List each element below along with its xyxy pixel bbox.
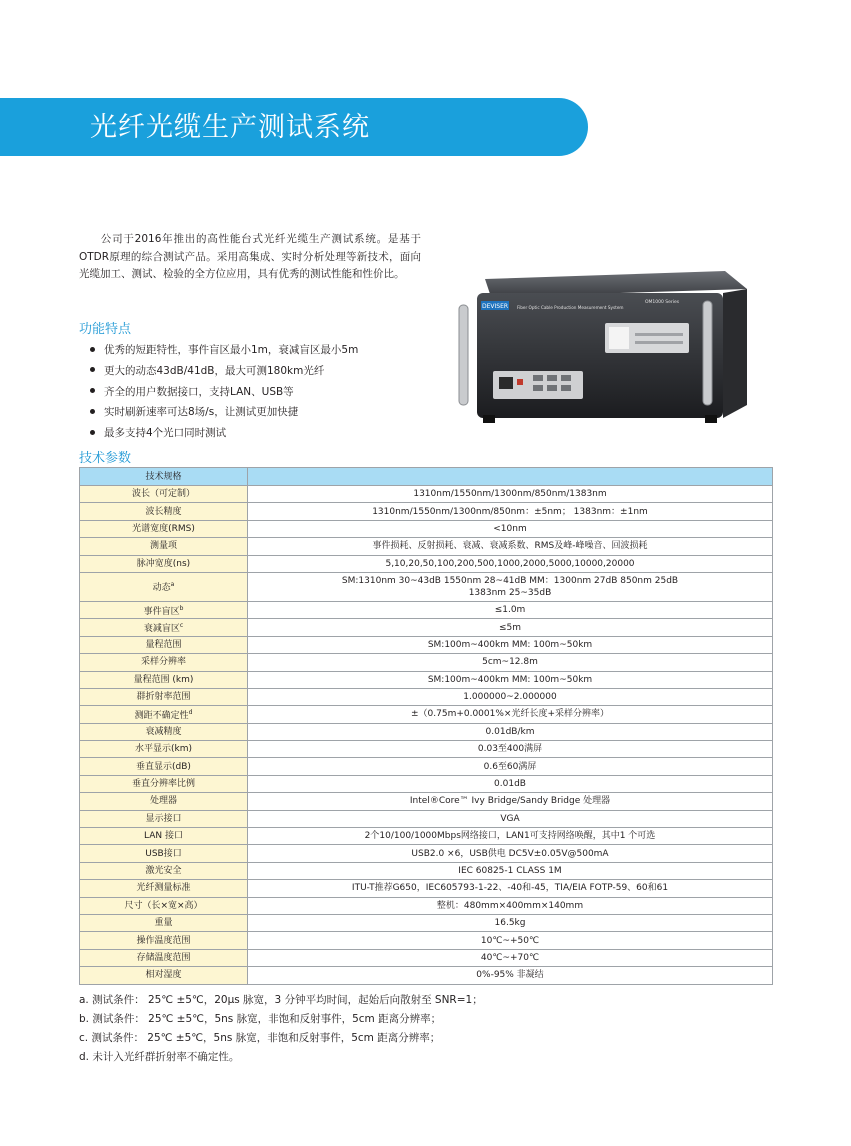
intro-text: 公司于2016年推出的高性能台式光纤光缆生产测试系统。是基于OTDR原理的综合测试产品。采用高集成、实时分析处理等新技术，面向光缆加工、测试、检验的全方位应用，具有优秀的测试性能和性价比。 bbox=[79, 233, 421, 280]
spec-value-cell: 1310nm/1550nm/1300nm/850nm/1383nm bbox=[248, 486, 773, 503]
spec-value-cell: 1.000000~2.000000 bbox=[248, 688, 773, 705]
table-row bbox=[80, 967, 773, 984]
spec-key-cell: 重量 bbox=[80, 914, 248, 931]
spec-key-cell: 衰减精度 bbox=[80, 723, 248, 740]
table-row bbox=[80, 636, 773, 653]
model-label: OM1000 Series bbox=[645, 300, 680, 305]
bullet-icon bbox=[90, 388, 95, 393]
table-row bbox=[80, 828, 773, 845]
spec-value-cell: 40℃~+70℃ bbox=[248, 949, 773, 966]
spec-value-cell: ≤1.0m bbox=[248, 601, 773, 618]
spec-key-cell: 采样分辨率 bbox=[80, 654, 248, 671]
spec-key-cell: 测量项 bbox=[80, 538, 248, 555]
spec-key-cell: 相对湿度 bbox=[80, 967, 248, 984]
table-row bbox=[80, 741, 773, 758]
spec-key-cell: 测距不确定性$^d$ bbox=[80, 706, 248, 723]
table-row bbox=[80, 706, 773, 723]
spec-key-cell: 光纤测量标准 bbox=[80, 880, 248, 897]
spec-value-cell: ±（0.75m+0.0001%×光纤长度+采样分辨率） bbox=[248, 706, 773, 723]
spec-value-cell: 2个10/100/1000Mbps网络接口，LAN1可支持网络唤醒，其中1 个可选 bbox=[248, 828, 773, 845]
spec-key-cell: 量程范围 bbox=[80, 636, 248, 653]
features-list bbox=[90, 340, 358, 444]
table-row bbox=[80, 654, 773, 671]
footnote-marker: a bbox=[170, 581, 175, 589]
spec-key-cell: USB接口 bbox=[80, 845, 248, 862]
table-row bbox=[80, 723, 773, 740]
table-row bbox=[80, 520, 773, 537]
footnote: a. 测试条件： 25℃ ±5℃，20μs 脉宽，3 分钟平均时间，起始后向散射至 SNR=1； bbox=[79, 994, 483, 1006]
footnote-marker: d bbox=[188, 708, 193, 716]
spec-key-cell: 事件盲区$^b$ bbox=[80, 601, 248, 618]
table-row bbox=[80, 486, 773, 503]
table-row bbox=[80, 914, 773, 931]
spec-key-cell: 激光安全 bbox=[80, 862, 248, 879]
table-row bbox=[80, 880, 773, 897]
feature-item: 齐全的用户数据接口，支持LAN、USB等 bbox=[90, 382, 358, 403]
spec-value-cell: 整机：480mm×400mm×140mm bbox=[248, 897, 773, 914]
spec-key-cell: 波长（可定制） bbox=[80, 486, 248, 503]
footnote-marker: c bbox=[179, 622, 184, 630]
spec-key-cell: 操作温度范围 bbox=[80, 932, 248, 949]
table-header-row bbox=[80, 468, 773, 486]
spec-table bbox=[79, 467, 773, 985]
spec-value-cell: 10℃~+50℃ bbox=[248, 932, 773, 949]
page-title: 光纤光缆生产测试系统 bbox=[90, 112, 370, 143]
spec-key-cell: 处理器 bbox=[80, 793, 248, 810]
features-heading: 功能特点 bbox=[79, 322, 132, 337]
table-row bbox=[80, 688, 773, 705]
spec-value-cell: IEC 60825-1 CLASS 1M bbox=[248, 862, 773, 879]
table-header-blank bbox=[248, 468, 773, 486]
table-row bbox=[80, 949, 773, 966]
feature-item: 实时刷新速率可达8场/s，让测试更加快捷 bbox=[90, 402, 358, 423]
device-subtitle: Fiber Optic Cable Production Measurement System bbox=[517, 305, 624, 310]
spec-value-cell: SM:1310nm 30~43dB 1550nm 28~41dB MM：1300nm 27dB 850nm 25dB 1383nm 25~35dB bbox=[248, 572, 773, 601]
spec-key-cell: 光谱宽度(RMS) bbox=[80, 520, 248, 537]
bullet-icon bbox=[90, 409, 95, 414]
table-row bbox=[80, 601, 773, 618]
table-header-cell: 技术规格 bbox=[80, 468, 248, 486]
spec-value-cell: 1310nm/1550nm/1300nm/850nm：±5nm； 1383nm：±1nm bbox=[248, 503, 773, 520]
footnote: b. 测试条件： 25℃ ±5℃，5ns 脉宽，非饱和反射事件，5cm 距离分辨率； bbox=[79, 1013, 442, 1025]
spec-value-cell: USB2.0 ×6，USB供电 DC5V±0.05V@500mA bbox=[248, 845, 773, 862]
table-row bbox=[80, 932, 773, 949]
spec-key-cell: 水平显示(km) bbox=[80, 741, 248, 758]
device-photo bbox=[455, 265, 755, 430]
table-row bbox=[80, 862, 773, 879]
table-row bbox=[80, 572, 773, 601]
spec-key-cell: 脉冲宽度(ns) bbox=[80, 555, 248, 572]
spec-value-cell: Intel®Core™ Ivy Bridge/Sandy Bridge 处理器 bbox=[248, 793, 773, 810]
table-row bbox=[80, 810, 773, 827]
spec-value-cell: ≤5m bbox=[248, 619, 773, 636]
table-row bbox=[80, 538, 773, 555]
bullet-icon bbox=[90, 367, 95, 372]
spec-value-cell: SM:100m~400km MM: 100m~50km bbox=[248, 671, 773, 688]
table-row bbox=[80, 845, 773, 862]
intro-paragraph bbox=[79, 231, 421, 284]
spec-value-cell: 5,10,20,50,100,200,500,1000,2000,5000,10000,20000 bbox=[248, 555, 773, 572]
table-row bbox=[80, 793, 773, 810]
spec-value-cell: ITU-T推荐G650，IEC605793-1-22、-40和-45，TIA/EIA FOTP-59、60和61 bbox=[248, 880, 773, 897]
feature-item: 优秀的短距特性，事件盲区最小1m，衰减盲区最小5m bbox=[90, 340, 358, 361]
spec-value-cell: SM:100m~400km MM: 100m~50km bbox=[248, 636, 773, 653]
bullet-icon bbox=[90, 430, 95, 435]
feature-item: 更大的动态43dB/41dB，最大可测180km光纤 bbox=[90, 361, 358, 382]
spec-key-cell: LAN 接口 bbox=[80, 828, 248, 845]
spec-key-cell: 衰减盲区$^c$ bbox=[80, 619, 248, 636]
spec-key-cell: 量程范围 (km) bbox=[80, 671, 248, 688]
table-row bbox=[80, 775, 773, 792]
spec-value-cell: 5cm~12.8m bbox=[248, 654, 773, 671]
table-row bbox=[80, 555, 773, 572]
spec-key-cell: 显示接口 bbox=[80, 810, 248, 827]
table-row bbox=[80, 619, 773, 636]
spec-key-cell: 尺寸（长×宽×高） bbox=[80, 897, 248, 914]
spec-key-cell: 垂直显示(dB) bbox=[80, 758, 248, 775]
spec-key-cell: 存储温度范围 bbox=[80, 949, 248, 966]
spec-value-cell: 0.01dB bbox=[248, 775, 773, 792]
footnote: c. 测试条件： 25℃ ±5℃，5ns 脉宽，非饱和反射事件，5cm 距离分辨率； bbox=[79, 1032, 441, 1044]
spec-value-cell: 0.6至60满屏 bbox=[248, 758, 773, 775]
table-row bbox=[80, 671, 773, 688]
spec-value-cell: VGA bbox=[248, 810, 773, 827]
spec-value-cell: 0.01dB/km bbox=[248, 723, 773, 740]
spec-key-cell: 群折射率范围 bbox=[80, 688, 248, 705]
footnote: d. 未计入光纤群折射率不确定性。 bbox=[79, 1051, 240, 1063]
spec-key-cell: 垂直分辨率比例 bbox=[80, 775, 248, 792]
footnote-marker: b bbox=[179, 604, 184, 612]
footnotes bbox=[79, 991, 483, 1067]
table-row bbox=[80, 758, 773, 775]
spec-value-cell: 0.03至400满屏 bbox=[248, 741, 773, 758]
spec-key-cell: 动态$^a$ bbox=[80, 572, 248, 601]
spec-value-cell: 16.5kg bbox=[248, 914, 773, 931]
spec-value-cell: 0%-95% 非凝结 bbox=[248, 967, 773, 984]
specs-heading: 技术参数 bbox=[79, 451, 132, 466]
spec-value-cell: <10nm bbox=[248, 520, 773, 537]
table-row bbox=[80, 503, 773, 520]
table-row bbox=[80, 897, 773, 914]
brand-label: DEVISER bbox=[481, 303, 509, 310]
bullet-icon bbox=[90, 347, 95, 352]
spec-value-cell: 事件损耗、反射损耗、衰减、衰减系数、RMS及峰-峰噪音、回波损耗 bbox=[248, 538, 773, 555]
spec-key-cell: 波长精度 bbox=[80, 503, 248, 520]
feature-item: 最多支持4个光口同时测试 bbox=[90, 423, 358, 444]
